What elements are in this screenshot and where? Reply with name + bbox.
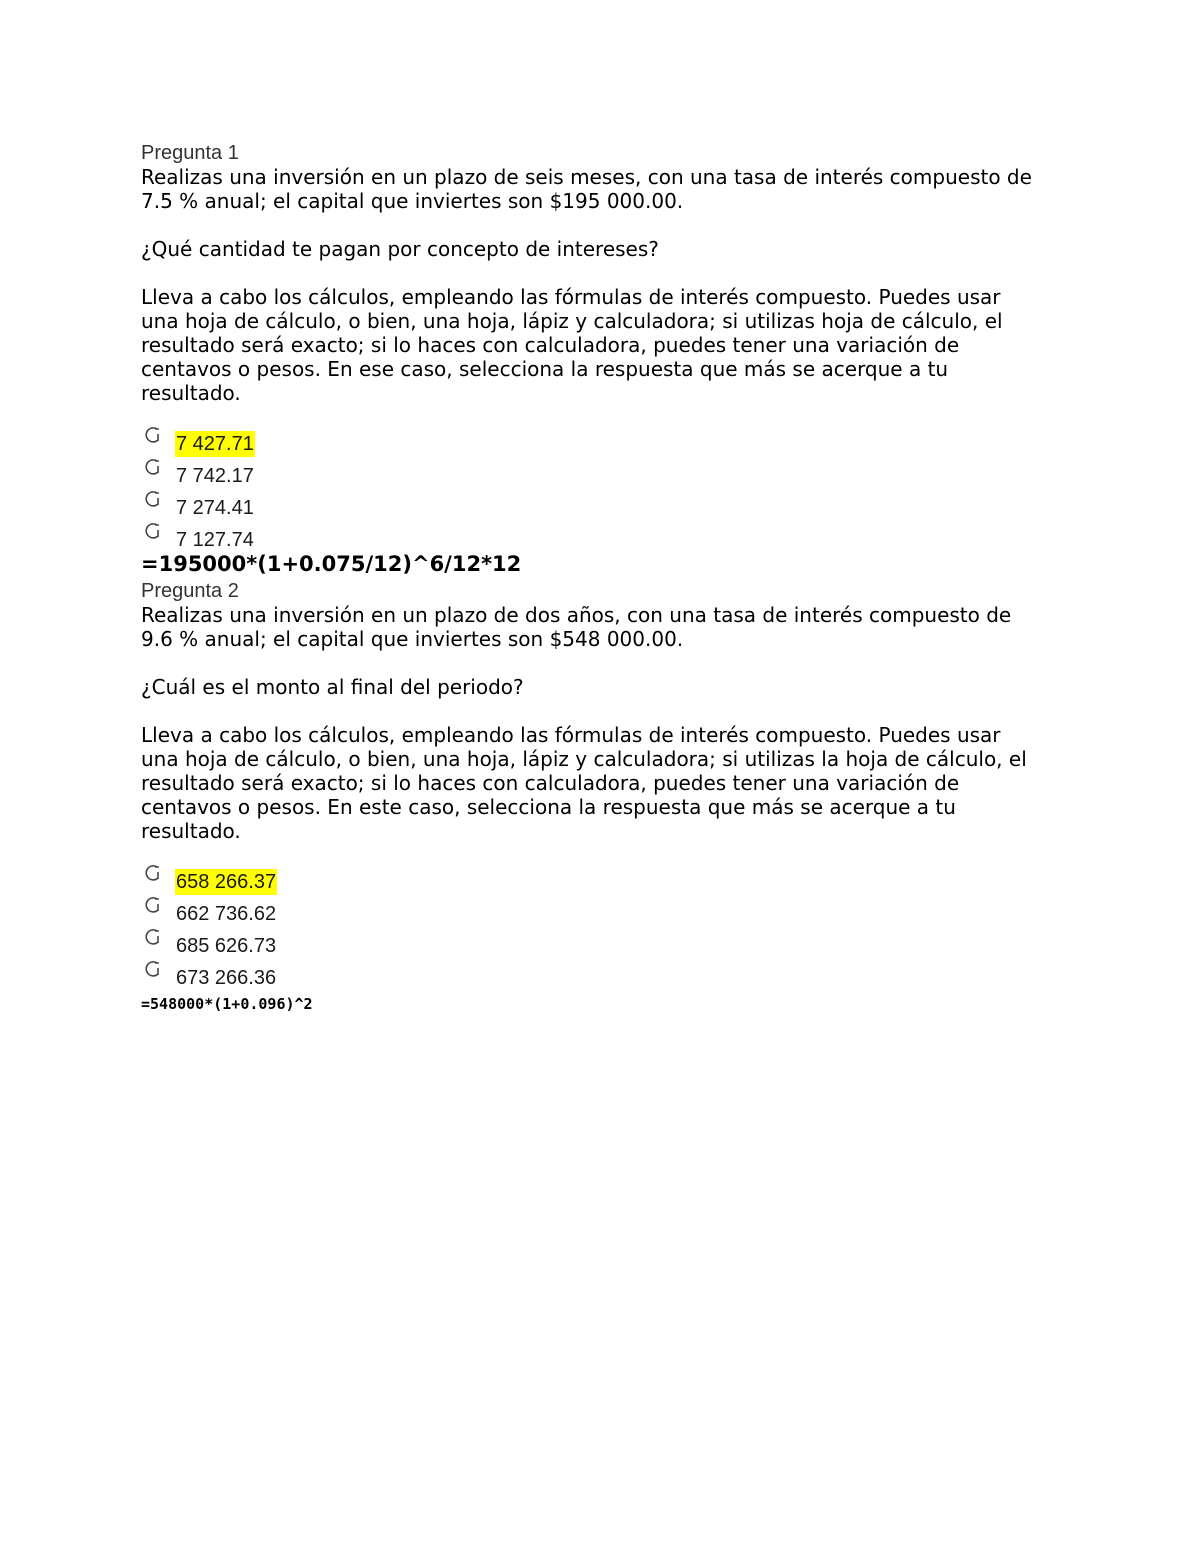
question-2-instructions-line-1: Lleva a cabo los cálculos, empleando las fórmulas de interés compuesto. Puedes usar	[141, 723, 1001, 747]
question-1-instructions-line-3: resultado será exacto; si lo haces con calculadora, puedes tener una variación de	[141, 333, 960, 357]
radio-button-icon[interactable]	[141, 901, 175, 927]
question-1-option-2[interactable]	[141, 463, 1071, 495]
question-1-statement-line-2: 7.5 % anual; el capital que inviertes son $195 000.00.	[141, 189, 684, 213]
radio-button-icon[interactable]	[141, 933, 175, 959]
radio-button-icon[interactable]	[141, 965, 175, 991]
question-1-instructions-line-1: Lleva a cabo los cálculos, empleando las fórmulas de interés compuesto. Puedes usar	[141, 285, 1001, 309]
radio-button-icon[interactable]	[141, 527, 175, 553]
question-1-options	[141, 431, 1071, 559]
question-2	[141, 579, 1071, 1015]
question-1-label: Pregunta 1	[141, 142, 239, 164]
radio-button-icon[interactable]	[141, 431, 175, 457]
question-1-option-1[interactable]	[141, 431, 1071, 463]
question-2-instructions-line-3: resultado será exacto; si lo haces con calculadora, puedes tener una variación de	[141, 771, 960, 795]
question-1-formula: =195000*(1+0.075/12)^6/12*12	[141, 552, 522, 576]
question-2-formula: =548000*(1+0.096)^2	[141, 995, 313, 1013]
question-1-option-1-label: 7 427.71	[176, 433, 254, 455]
question-2-option-2-label: 662 736.62	[176, 903, 277, 925]
question-1-instructions-line-2: una hoja de cálculo, o bien, una hoja, lápiz y calculadora; si utilizas hoja de cálculo, el	[141, 309, 1003, 333]
question-2-option-2[interactable]	[141, 901, 1071, 933]
radio-button-icon[interactable]	[141, 495, 175, 521]
question-1-option-4-label: 7 127.74	[176, 529, 254, 551]
question-1-option-3[interactable]	[141, 495, 1071, 527]
question-2-option-1[interactable]	[141, 869, 1071, 901]
question-1-statement-line-1: Realizas una inversión en un plazo de seis meses, con una tasa de interés compuesto de	[141, 165, 1032, 189]
radio-button-icon[interactable]	[141, 463, 175, 489]
question-2-statement-line-2: 9.6 % anual; el capital que inviertes son $548 000.00.	[141, 627, 684, 651]
question-2-option-1-label: 658 266.37	[176, 871, 277, 893]
question-1-option-2-label: 7 742.17	[176, 465, 254, 487]
question-1	[141, 141, 1071, 577]
radio-button-icon[interactable]	[141, 869, 175, 895]
question-1-option-4[interactable]	[141, 527, 1071, 559]
document-page	[141, 141, 1071, 1015]
question-2-instructions-line-5: resultado.	[141, 819, 241, 843]
question-2-options	[141, 869, 1071, 997]
question-2-option-3[interactable]	[141, 933, 1071, 965]
question-2-option-4[interactable]	[141, 965, 1071, 997]
question-2-prompt: ¿Cuál es el monto al final del periodo?	[141, 675, 524, 699]
question-1-prompt: ¿Qué cantidad te pagan por concepto de intereses?	[141, 237, 659, 261]
question-1-instructions-line-4: centavos o pesos. En ese caso, selecciona la respuesta que más se acerque a tu	[141, 357, 949, 381]
question-1-option-3-label: 7 274.41	[176, 497, 254, 519]
question-2-option-3-label: 685 626.73	[176, 935, 277, 957]
question-2-instructions-line-4: centavos o pesos. En este caso, selecciona la respuesta que más se acerque a tu	[141, 795, 956, 819]
question-2-instructions-line-2: una hoja de cálculo, o bien, una hoja, lápiz y calculadora; si utilizas la hoja de cálculo, el	[141, 747, 1027, 771]
question-1-instructions-line-5: resultado.	[141, 381, 241, 405]
question-2-label: Pregunta 2	[141, 580, 239, 602]
question-2-option-4-label: 673 266.36	[176, 967, 277, 989]
question-2-statement-line-1: Realizas una inversión en un plazo de dos años, con una tasa de interés compuesto de	[141, 603, 1012, 627]
